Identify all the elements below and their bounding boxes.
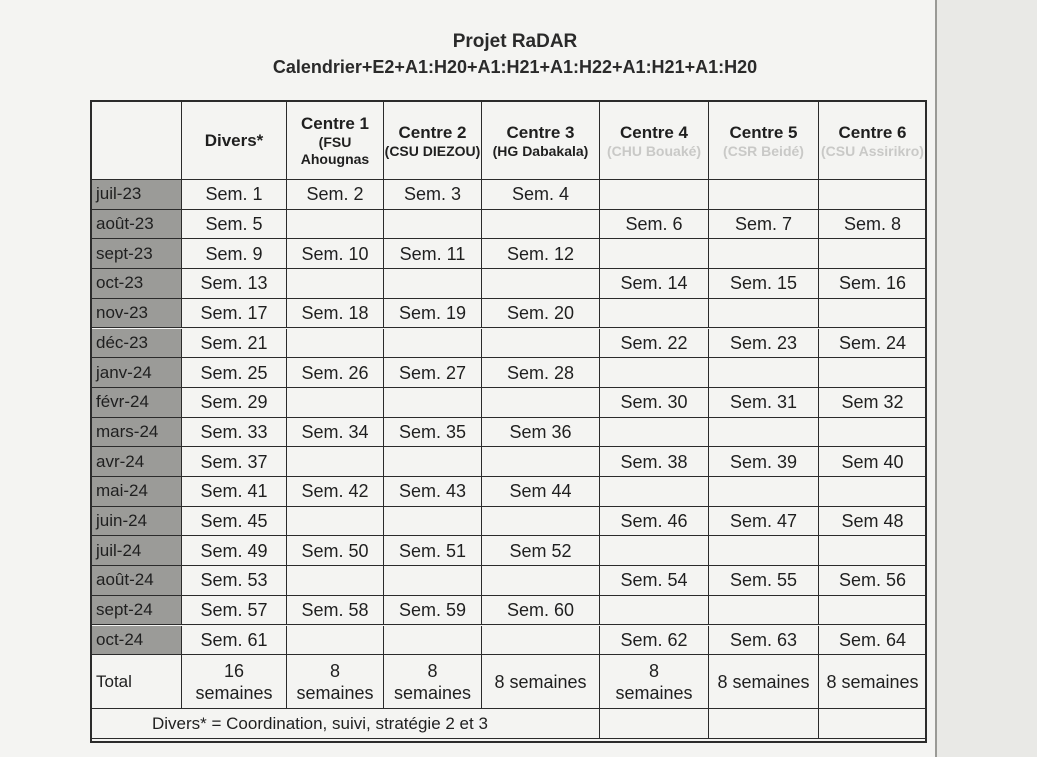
week-label: Sem 44 xyxy=(509,481,572,502)
week-cell xyxy=(182,447,287,477)
week-cell xyxy=(482,210,600,240)
week-label: Sem. 61 xyxy=(200,629,268,650)
week-cell xyxy=(287,626,384,656)
empty-cell xyxy=(600,709,709,739)
week-cell xyxy=(600,566,709,596)
header-name: Centre 4 xyxy=(619,122,689,142)
week-cell xyxy=(384,536,482,566)
week-cell xyxy=(709,299,819,329)
week-label: Sem. 55 xyxy=(729,570,798,591)
week-label: Sem. 12 xyxy=(506,243,575,264)
week-cell xyxy=(384,239,482,269)
week-label: Sem. 15 xyxy=(729,273,798,294)
week-cell xyxy=(482,388,600,418)
week-cell xyxy=(182,329,287,359)
week-cell xyxy=(182,180,287,210)
month-cell xyxy=(92,358,182,388)
week-label: Sem. 2 xyxy=(306,184,364,205)
week-cell xyxy=(709,626,819,656)
week-cell xyxy=(600,507,709,537)
week-cell xyxy=(182,358,287,388)
week-cell xyxy=(819,626,927,656)
week-label: Sem. 24 xyxy=(838,332,907,353)
week-label: Sem. 63 xyxy=(729,629,798,650)
week-label: Sem. 9 xyxy=(205,243,263,264)
header-name: Centre 5 xyxy=(729,122,798,142)
week-cell xyxy=(600,418,709,448)
week-cell xyxy=(709,269,819,299)
week-cell xyxy=(709,329,819,359)
week-label: Sem. 43 xyxy=(398,481,467,502)
month-cell xyxy=(92,507,182,537)
week-cell xyxy=(482,358,600,388)
week-cell xyxy=(600,447,709,477)
week-cell xyxy=(709,388,819,418)
week-cell xyxy=(709,210,819,240)
total-value: 8 semaines xyxy=(717,671,810,692)
month-label: juil-23 xyxy=(96,184,142,204)
week-cell xyxy=(182,626,287,656)
week-cell xyxy=(287,299,384,329)
week-label: Sem. 59 xyxy=(398,600,467,621)
header-cell xyxy=(600,102,709,180)
total-value: 16 xyxy=(223,660,245,681)
month-label: juil-24 xyxy=(96,540,142,560)
week-cell xyxy=(482,507,600,537)
week-label: Sem. 49 xyxy=(200,540,268,561)
week-label: Sem 40 xyxy=(841,451,904,472)
header-cell xyxy=(92,102,182,180)
month-label: sept-23 xyxy=(96,243,153,263)
header-subtitle: (CHU Bouaké) xyxy=(606,142,702,159)
document-heading xyxy=(0,30,1030,80)
week-cell xyxy=(384,358,482,388)
total-unit: semaines xyxy=(393,682,472,703)
week-cell xyxy=(819,358,927,388)
week-cell xyxy=(287,418,384,448)
week-cell xyxy=(600,596,709,626)
week-cell xyxy=(709,239,819,269)
header-subtitle: (CSU Assirikro) xyxy=(821,142,924,159)
month-cell xyxy=(92,299,182,329)
week-cell xyxy=(600,239,709,269)
week-label: Sem 32 xyxy=(841,392,904,413)
week-label: Sem. 22 xyxy=(620,332,688,353)
week-cell xyxy=(384,180,482,210)
schedule-table xyxy=(90,100,927,743)
total-value: 8 semaines xyxy=(494,671,587,692)
week-label: Sem. 54 xyxy=(620,570,688,591)
week-cell xyxy=(819,418,927,448)
month-cell xyxy=(92,329,182,359)
week-cell xyxy=(482,566,600,596)
week-cell xyxy=(709,566,819,596)
week-cell xyxy=(287,536,384,566)
week-cell xyxy=(819,447,927,477)
week-cell xyxy=(384,477,482,507)
week-label: Sem. 26 xyxy=(301,362,369,383)
week-cell xyxy=(384,507,482,537)
total-cell xyxy=(600,655,709,709)
week-cell xyxy=(600,477,709,507)
week-label: Sem. 17 xyxy=(200,303,268,324)
week-label: Sem. 51 xyxy=(398,540,467,561)
week-label: Sem. 37 xyxy=(200,451,268,472)
week-label: Sem. 33 xyxy=(200,421,268,442)
week-cell xyxy=(709,447,819,477)
empty-cell xyxy=(819,709,927,739)
week-cell xyxy=(482,418,600,448)
month-label: oct-24 xyxy=(96,629,144,649)
month-label: févr-24 xyxy=(96,392,149,412)
week-cell xyxy=(600,180,709,210)
week-label: Sem. 5 xyxy=(205,214,263,235)
total-cell xyxy=(384,655,482,709)
month-label: mai-24 xyxy=(96,481,148,501)
month-cell xyxy=(92,447,182,477)
week-cell xyxy=(182,269,287,299)
week-cell xyxy=(709,596,819,626)
header-subtitle: (CSR Beidé) xyxy=(723,142,804,159)
week-cell xyxy=(600,358,709,388)
week-cell xyxy=(819,180,927,210)
week-cell xyxy=(182,507,287,537)
week-cell xyxy=(482,477,600,507)
week-cell xyxy=(182,536,287,566)
month-label: déc-23 xyxy=(96,332,148,352)
week-cell xyxy=(287,329,384,359)
total-cell xyxy=(709,655,819,709)
total-cell xyxy=(482,655,600,709)
week-cell xyxy=(182,239,287,269)
header-name: Centre 6 xyxy=(838,122,907,142)
header-name: Divers* xyxy=(204,131,264,150)
week-label: Sem. 41 xyxy=(200,481,268,502)
total-label: Total xyxy=(96,671,132,691)
week-cell xyxy=(482,536,600,566)
month-cell xyxy=(92,269,182,299)
header-subtitle: (FSU Ahougnas xyxy=(300,134,370,167)
week-label: Sem. 28 xyxy=(506,362,575,383)
header-name: Centre 2 xyxy=(398,122,467,142)
week-cell xyxy=(709,358,819,388)
week-label: Sem. 23 xyxy=(729,332,798,353)
header-cell xyxy=(819,102,927,180)
total-label-cell xyxy=(92,655,182,709)
week-label: Sem 52 xyxy=(509,540,572,561)
month-label: août-24 xyxy=(96,570,154,590)
week-label: Sem. 56 xyxy=(838,570,907,591)
total-unit: semaines xyxy=(296,682,374,703)
week-cell xyxy=(600,626,709,656)
week-label: Sem. 64 xyxy=(838,629,907,650)
week-cell xyxy=(384,329,482,359)
week-cell xyxy=(819,477,927,507)
month-label: janv-24 xyxy=(96,362,152,382)
week-cell xyxy=(819,329,927,359)
week-cell xyxy=(384,596,482,626)
week-cell xyxy=(384,447,482,477)
week-cell xyxy=(182,418,287,448)
month-cell xyxy=(92,536,182,566)
month-cell xyxy=(92,210,182,240)
month-cell xyxy=(92,477,182,507)
week-cell xyxy=(482,329,600,359)
week-cell xyxy=(182,477,287,507)
header-subtitle: (HG Dabakala) xyxy=(492,142,589,159)
week-cell xyxy=(819,269,927,299)
week-cell xyxy=(287,596,384,626)
week-cell xyxy=(287,477,384,507)
header-cell xyxy=(384,102,482,180)
week-label: Sem. 8 xyxy=(843,214,902,235)
total-value: 8 xyxy=(648,660,659,681)
week-cell xyxy=(709,477,819,507)
week-label: Sem. 16 xyxy=(838,273,907,294)
week-cell xyxy=(287,269,384,299)
week-cell xyxy=(182,299,287,329)
week-cell xyxy=(287,180,384,210)
week-cell xyxy=(384,566,482,596)
week-label: Sem. 14 xyxy=(620,273,688,294)
week-cell xyxy=(709,507,819,537)
week-cell xyxy=(287,566,384,596)
document-title: Projet RaDAR xyxy=(452,31,578,52)
month-label: nov-23 xyxy=(96,303,148,323)
month-label: avr-24 xyxy=(96,451,145,471)
week-label: Sem. 38 xyxy=(620,451,688,472)
week-cell xyxy=(819,596,927,626)
week-label: Sem. 62 xyxy=(620,629,688,650)
week-cell xyxy=(819,239,927,269)
header-subtitle: (CSU DIEZOU) xyxy=(384,142,481,159)
month-label: juin-24 xyxy=(96,511,148,531)
header-name: Centre 3 xyxy=(506,122,575,142)
week-label: Sem. 1 xyxy=(205,184,263,205)
week-cell xyxy=(482,596,600,626)
week-cell xyxy=(600,210,709,240)
total-unit: semaines xyxy=(195,682,273,703)
week-label: Sem. 58 xyxy=(301,600,369,621)
week-label: Sem. 20 xyxy=(506,303,575,324)
week-label: Sem. 29 xyxy=(200,392,268,413)
week-cell xyxy=(482,239,600,269)
week-cell xyxy=(709,536,819,566)
week-label: Sem. 11 xyxy=(399,243,466,264)
week-label: Sem. 6 xyxy=(625,214,683,235)
week-cell xyxy=(287,210,384,240)
header-cell xyxy=(182,102,287,180)
week-cell xyxy=(287,447,384,477)
week-cell xyxy=(384,418,482,448)
month-label: sept-24 xyxy=(96,600,153,620)
week-cell xyxy=(600,269,709,299)
week-cell xyxy=(287,239,384,269)
week-label: Sem 48 xyxy=(841,511,904,532)
footnote-text: Divers* = Coordination, suivi, stratégie 2 et 3 xyxy=(152,713,488,733)
week-label: Sem. 42 xyxy=(301,481,369,502)
week-label: Sem. 46 xyxy=(620,511,688,532)
week-cell xyxy=(384,269,482,299)
total-cell xyxy=(182,655,287,709)
week-cell xyxy=(287,388,384,418)
week-cell xyxy=(709,180,819,210)
week-cell xyxy=(384,210,482,240)
week-cell xyxy=(182,388,287,418)
header-cell xyxy=(482,102,600,180)
week-label: Sem. 21 xyxy=(200,332,268,353)
week-cell xyxy=(600,299,709,329)
week-label: Sem. 13 xyxy=(200,273,268,294)
week-label: Sem. 50 xyxy=(301,540,369,561)
week-label: Sem. 57 xyxy=(200,600,268,621)
week-label: Sem. 27 xyxy=(398,362,467,383)
total-cell xyxy=(819,655,927,709)
week-cell xyxy=(384,299,482,329)
week-label: Sem. 35 xyxy=(398,421,467,442)
month-cell xyxy=(92,596,182,626)
week-cell xyxy=(384,626,482,656)
week-label: Sem 36 xyxy=(509,421,572,442)
week-cell xyxy=(819,388,927,418)
week-label: Sem. 47 xyxy=(729,511,798,532)
week-cell xyxy=(287,358,384,388)
month-label: oct-23 xyxy=(96,273,144,293)
week-cell xyxy=(482,269,600,299)
month-label: août-23 xyxy=(96,214,154,234)
week-cell xyxy=(819,536,927,566)
month-cell xyxy=(92,566,182,596)
week-label: Sem. 3 xyxy=(403,184,462,205)
week-label: Sem. 31 xyxy=(729,392,798,413)
total-value: 8 xyxy=(329,660,340,681)
month-cell xyxy=(92,239,182,269)
week-cell xyxy=(600,536,709,566)
month-cell xyxy=(92,418,182,448)
document-subtitle: Calendrier+E2+A1:H20+A1:H21+A1:H22+A1:H21+A1:H20 xyxy=(272,57,758,77)
total-value: 8 xyxy=(427,660,438,681)
week-cell xyxy=(600,329,709,359)
empty-cell xyxy=(709,709,819,739)
week-label: Sem. 30 xyxy=(620,392,688,413)
month-cell xyxy=(92,388,182,418)
week-cell xyxy=(600,388,709,418)
week-label: Sem. 7 xyxy=(734,214,793,235)
week-label: Sem. 53 xyxy=(200,570,268,591)
week-cell xyxy=(384,388,482,418)
week-label: Sem. 25 xyxy=(200,362,268,383)
week-label: Sem. 10 xyxy=(301,243,369,264)
footnote-cell xyxy=(92,709,600,739)
week-cell xyxy=(182,596,287,626)
week-cell xyxy=(482,299,600,329)
week-label: Sem. 4 xyxy=(511,184,570,205)
week-cell xyxy=(819,566,927,596)
total-cell xyxy=(287,655,384,709)
week-cell xyxy=(482,180,600,210)
week-label: Sem. 45 xyxy=(200,511,268,532)
week-label: Sem. 19 xyxy=(398,303,467,324)
week-label: Sem. 60 xyxy=(506,600,575,621)
header-cell xyxy=(709,102,819,180)
week-cell xyxy=(482,626,600,656)
week-label: Sem. 34 xyxy=(301,421,369,442)
week-cell xyxy=(482,447,600,477)
total-value: 8 semaines xyxy=(826,671,919,692)
month-cell xyxy=(92,180,182,210)
week-cell xyxy=(709,418,819,448)
week-cell xyxy=(819,507,927,537)
month-label: mars-24 xyxy=(96,421,159,441)
total-unit: semaines xyxy=(615,682,693,703)
week-cell xyxy=(819,299,927,329)
header-name: Centre 1 xyxy=(300,114,370,133)
month-cell xyxy=(92,626,182,656)
week-cell xyxy=(819,210,927,240)
week-cell xyxy=(182,566,287,596)
week-cell xyxy=(287,507,384,537)
week-cell xyxy=(182,210,287,240)
week-label: Sem. 18 xyxy=(301,303,369,324)
header-cell xyxy=(287,102,384,180)
week-label: Sem. 39 xyxy=(729,451,798,472)
